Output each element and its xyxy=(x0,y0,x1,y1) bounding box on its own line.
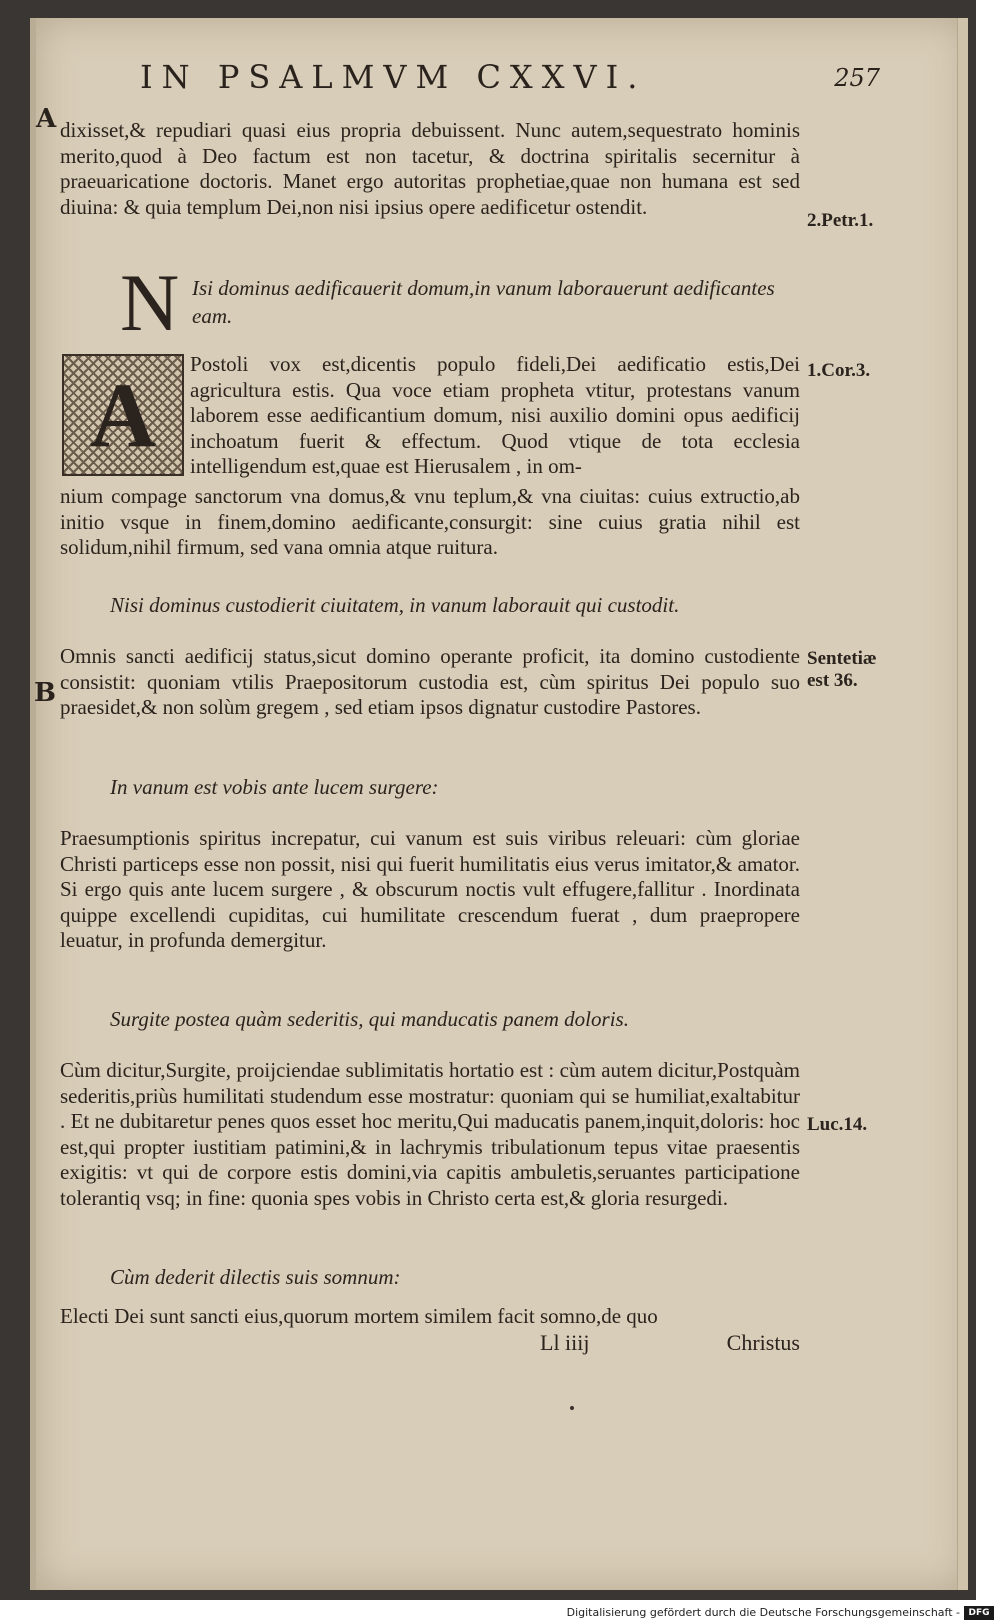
margin-note-sententiae: Sentetiæ est 36. xyxy=(807,648,877,691)
digitization-footer xyxy=(0,1604,1000,1624)
verse-initial: N xyxy=(120,257,180,348)
ink-dot xyxy=(570,1406,574,1410)
paragraph-1-indented: Postoli vox est,dicentis populo fideli,Dei aedificatio estis,Dei agricultura estis. Qua voce etiam propheta vtitur, protestans vanum laborem esse aedificantium domum, nisi auxilio domini opus aedificij inchoatum fuerit & effectum. Quod vtique de tota ecclesia intelligendum est,quae est Hierusalem , in om- xyxy=(190,352,800,479)
section-letter-b: B xyxy=(34,678,56,708)
verse-4: Surgite postea quàm sederitis, qui manducatis panem doloris. xyxy=(110,1007,629,1031)
margin-note-cor: 1.Cor.3. xyxy=(807,360,871,381)
margin-note-luc: Luc.14. xyxy=(807,1114,868,1135)
paragraph-4: Cùm dicitur,Surgite, proijciendae sublimitatis hortatio est : cùm autem dicitur,Postquàm sederitis,priùs humilitati studendum esse mostratur: quoniam qui se humiliat,exaltabitur . Et ne dubitaretur penes quos esset hoc meritu,Qui maducatis panem,inquit,doloris: hoc est,qui propter iustitiam patimini,& in lachrymis tribulationum tepus vitae praesentis exigitis: vt qui de corpore estis domini,via capitis ambuletis,seruantes participatione tolerantiq vsq; in fine: quonia spes vobis in Christo certa est,& gloria resurgedi. xyxy=(60,1058,800,1210)
running-title: IN PSALMVM CXXVI. xyxy=(140,58,647,96)
catchword: Christus xyxy=(726,1330,800,1355)
section-letter-a: A xyxy=(36,104,57,134)
dfg-logo: DFG xyxy=(964,1606,994,1620)
footer-credit: Digitalisierung gefördert durch die Deutsche Forschungsgemeinschaft - xyxy=(566,1606,960,1619)
paragraph-3: Praesumptionis spiritus increpatur, cui vanum est suis viribus releuari: cùm gloriae Christi particeps esse non possit, nisi qui fuerit humilitatis eius verus imitator,& amator. Si ergo quis ante lucem surgere , & obscurum noctis vult effugere,fallitur . Inordinata quippe excellendi cupiditas, cui humilitate crescendum fuerat , dum praepropere leuatur, in profunda demergitur. xyxy=(60,826,800,953)
verse-2: Nisi dominus custodierit ciuitatem, in vanum laborauit qui custodit. xyxy=(110,593,680,617)
verse-1-text: Isi dominus aedificauerit domum,in vanum laborauerunt aedificantes eam. xyxy=(192,276,775,328)
paragraph-intro: dixisset,& repudiari quasi eius propria debuissent. Nunc autem,sequestrato hominis merito,quod à Deo factum est non tacetur, & doctrina spiritalis secernitur à praeuaricatione doctoris. Manet ergo autoritas prophetiae,quae non humana est sed diuina: & quia templum Dei,non nisi ipsius opere aedificetur ostendit. xyxy=(60,118,800,219)
page-number: 257 xyxy=(834,64,880,92)
paragraph-2: Omnis sancti aedificij status,sicut domino operante proficit, ita domino custodiente consistit: quoniam vtilis Praepositorum custodia est, cùm spiritus Dei populo suo praesidet,& non solùm gregem , sed etiam ipsos dignatur custodire Pastores. xyxy=(60,644,800,720)
running-head xyxy=(120,58,920,108)
paragraph-5: Electi Dei sunt sancti eius,quorum mortem similem facit somno,de quo xyxy=(60,1304,658,1328)
verse-3: In vanum est vobis ante lucem surgere: xyxy=(110,775,439,799)
margin-note-petr: 2.Petr.1. xyxy=(807,210,874,231)
catchline xyxy=(60,1330,800,1358)
decorated-initial-letter: A xyxy=(89,364,157,466)
verse-5: Cùm dederit dilectis suis somnum: xyxy=(110,1265,401,1289)
decorated-initial xyxy=(62,354,184,476)
page-edge xyxy=(957,18,968,1590)
paragraph-1-full: nium compage sanctorum vna domus,& vnu teplum,& vna ciuitas: cuius extructio,ab initio vsque in finem,domino aedificante,consurgit: sine cuius gratia nihil est solidum,nihil firmum, sed vana omnia atque ruitura. xyxy=(60,484,800,560)
signature-mark: Ll iiij xyxy=(540,1330,590,1355)
